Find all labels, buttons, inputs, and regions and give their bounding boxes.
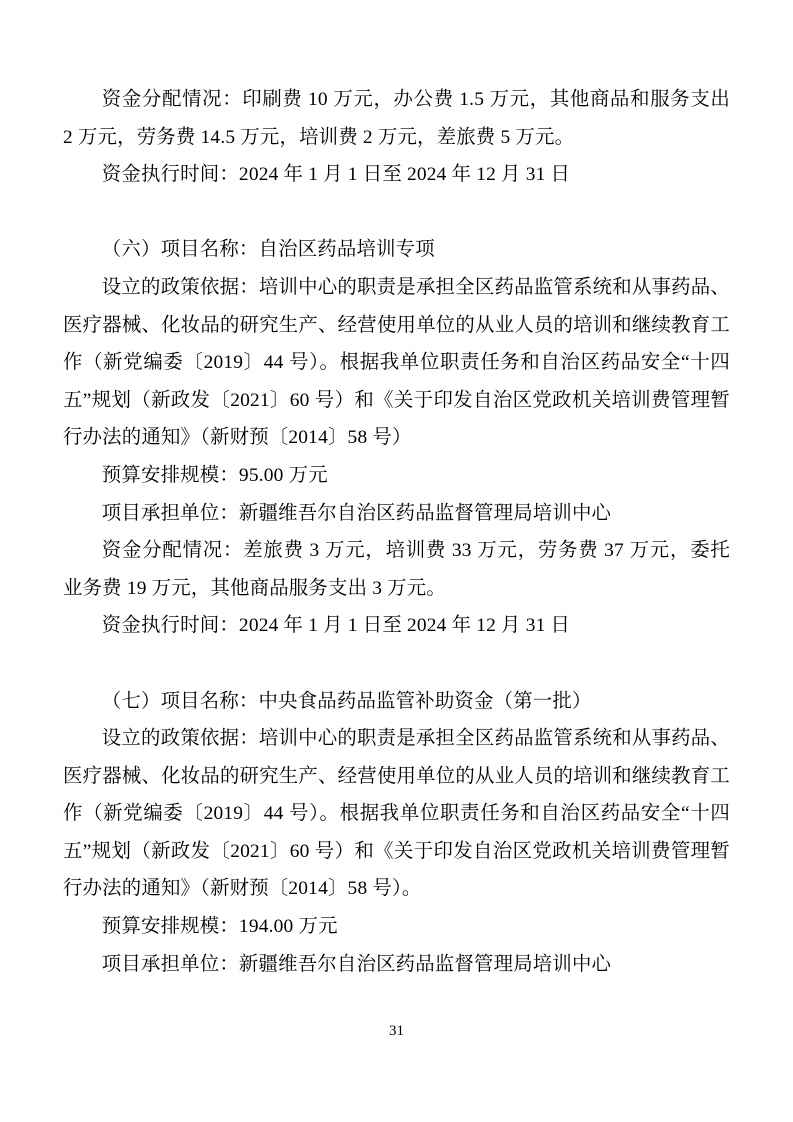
paragraph-fund-allocation-project5: 资金分配情况：印刷费 10 万元，办公费 1.5 万元，其他商品和服务支出 2 万元，劳务费 14.5 万元，培训费 2 万元，差旅费 5 万元。	[63, 89, 730, 148]
paragraph-policy-basis-project7: 设立的政策依据：培训中心的职责是承担全区药品监管系统和从事药品、医疗器械、化妆品的研究生产、经营使用单位的从业人员的培训和继续教育工作（新党编委〔2019〕44 号）。根据我单位职责任务和自治区药品安全“十四五”规划（新政发〔2021〕60 号）和《关于印发自治区党政机关培训费管理暂行办法的通知》（新财预〔2014〕58 号）。	[63, 728, 730, 900]
paragraph-fund-execution-period-project5: 资金执行时间：2024 年 1 月 1 日至 2024 年 12 月 31 日	[101, 164, 571, 186]
paragraph-fund-allocation-project6: 资金分配情况：差旅费 3 万元，培训费 33 万元，劳务费 37 万元，委托业务费 19 万元，其他商品服务支出 3 万元。	[63, 540, 730, 599]
blank-line	[63, 645, 730, 683]
page-number: 31	[389, 1023, 404, 1039]
paragraph-undertaking-unit-project6: 项目承担单位：新疆维吾尔自治区药品监督管理局培训中心	[101, 502, 612, 524]
heading-project6-name: （六）项目名称：自治区药品培训专项	[101, 239, 435, 261]
heading-project7-name: （七）项目名称：中央食品药品监管补助资金（第一批）	[101, 690, 592, 712]
paragraph-budget-scale-project7: 预算安排规模：194.00 万元	[101, 916, 338, 938]
paragraph-undertaking-unit-project7: 项目承担单位：新疆维吾尔自治区药品监督管理局培训中心	[101, 953, 612, 975]
paragraph-budget-scale-project6: 预算安排规模：95.00 万元	[101, 464, 328, 486]
paragraph-policy-basis-project6: 设立的政策依据：培训中心的职责是承担全区药品监管系统和从事药品、医疗器械、化妆品的研究生产、经营使用单位的从业人员的培训和继续教育工作（新党编委〔2019〕44 号）。根据我单位职责任务和自治区药品安全“十四五”规划（新政发〔2021〕60 号）和《关于印发自治区党政机关培训费管理暂行办法的通知》（新财预〔2014〕58 号）	[63, 276, 730, 449]
paragraph-fund-execution-period-project6: 资金执行时间：2024 年 1 月 1 日至 2024 年 12 月 31 日	[101, 615, 571, 637]
blank-line	[63, 194, 730, 232]
